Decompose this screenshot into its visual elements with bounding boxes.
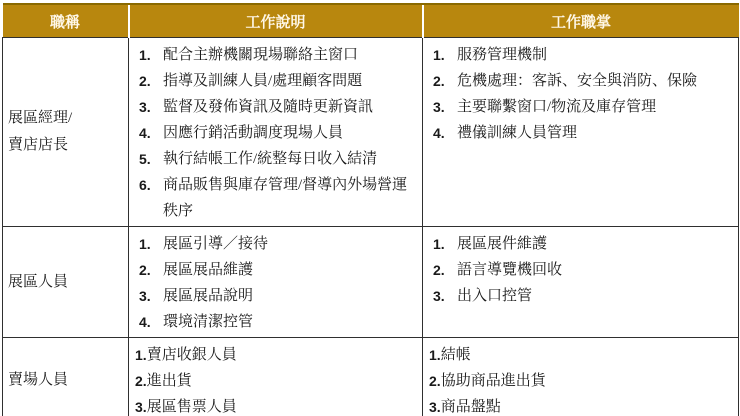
duties-list bbox=[133, 42, 418, 224]
duties-cell bbox=[129, 227, 423, 338]
list-item bbox=[427, 283, 734, 309]
item-number: 1. bbox=[429, 347, 441, 363]
table-body bbox=[3, 38, 739, 416]
table-header bbox=[3, 4, 739, 38]
duties-cell bbox=[129, 38, 423, 227]
table-row bbox=[3, 38, 739, 227]
responsibilities-cell bbox=[423, 338, 739, 416]
responsibilities-cell bbox=[423, 38, 739, 227]
item-number: 3. bbox=[135, 399, 147, 415]
item-text: 指導及訓練人員/處理顧客問題 bbox=[163, 73, 363, 89]
item-text: 結帳 bbox=[440, 347, 471, 363]
item-text: 進出貨 bbox=[146, 373, 192, 389]
list-item bbox=[427, 68, 734, 94]
item-number: 4. bbox=[139, 314, 151, 330]
item-text: 因應行銷活動調度現場人員 bbox=[163, 125, 344, 141]
item-text: 展區展件維護 bbox=[457, 236, 548, 252]
responsibilities-cell bbox=[423, 227, 739, 338]
list-item bbox=[133, 42, 418, 68]
responsibilities-list bbox=[427, 342, 734, 416]
table-row bbox=[3, 338, 739, 416]
item-text: 商品販售與庫存管理/督導內外場營運秩序 bbox=[163, 177, 408, 219]
item-number: 1. bbox=[433, 47, 445, 63]
item-text: 主要聯繫窗口/物流及庫存管理 bbox=[457, 99, 657, 115]
list-item bbox=[133, 342, 418, 368]
list-item bbox=[133, 257, 418, 283]
duties-list bbox=[133, 231, 418, 335]
item-number: 2. bbox=[139, 73, 151, 89]
item-text: 展區引導／接待 bbox=[163, 236, 269, 252]
item-text: 出入口控管 bbox=[457, 288, 533, 304]
list-item bbox=[133, 172, 418, 224]
item-number: 5. bbox=[139, 151, 151, 167]
list-item bbox=[133, 309, 418, 335]
header-job-responsibilities: 工作職掌 bbox=[423, 4, 739, 38]
item-number: 2. bbox=[433, 262, 445, 278]
header-row bbox=[3, 4, 739, 38]
job-title-line: 展區人員 bbox=[8, 273, 69, 290]
item-number: 3. bbox=[139, 99, 151, 115]
item-text: 展區售票人員 bbox=[146, 399, 237, 415]
item-number: 3. bbox=[139, 288, 151, 304]
list-item bbox=[427, 257, 734, 283]
list-item bbox=[133, 368, 418, 394]
item-number: 3. bbox=[433, 99, 445, 115]
item-text: 商品盤點 bbox=[440, 399, 501, 415]
item-number: 1. bbox=[139, 47, 151, 63]
list-item bbox=[427, 42, 734, 68]
list-item bbox=[427, 231, 734, 257]
list-item bbox=[427, 394, 734, 416]
responsibilities-list bbox=[427, 42, 734, 146]
item-text: 語言導覽機回收 bbox=[457, 262, 563, 278]
item-text: 展區展品維護 bbox=[163, 262, 254, 278]
job-title-cell bbox=[3, 227, 129, 338]
item-text: 禮儀訓練人員管理 bbox=[457, 125, 578, 141]
list-item bbox=[133, 68, 418, 94]
item-number: 2. bbox=[135, 373, 147, 389]
item-number: 6. bbox=[139, 177, 151, 193]
header-job-description: 工作說明 bbox=[129, 4, 423, 38]
job-duties-table bbox=[2, 3, 739, 416]
item-text: 賣店收銀人員 bbox=[146, 347, 237, 363]
list-item bbox=[133, 231, 418, 257]
job-title-cell bbox=[3, 38, 129, 227]
list-item bbox=[133, 394, 418, 416]
item-number: 1. bbox=[433, 236, 445, 252]
list-item bbox=[427, 120, 734, 146]
item-text: 展區展品說明 bbox=[163, 288, 254, 304]
list-item bbox=[427, 342, 734, 368]
item-text: 監督及發佈資訊及隨時更新資訊 bbox=[163, 99, 374, 115]
list-item bbox=[133, 120, 418, 146]
item-number: 2. bbox=[433, 73, 445, 89]
item-number: 3. bbox=[433, 288, 445, 304]
item-number: 2. bbox=[429, 373, 441, 389]
list-item bbox=[133, 283, 418, 309]
item-number: 3. bbox=[429, 399, 441, 415]
duties-list bbox=[133, 342, 418, 416]
list-item bbox=[427, 94, 734, 120]
item-number: 4. bbox=[433, 125, 445, 141]
item-text: 服務管理機制 bbox=[457, 47, 548, 63]
item-number: 1. bbox=[135, 347, 147, 363]
job-title-line: 賣店店長 bbox=[8, 137, 69, 153]
job-title-line: 賣場人員 bbox=[8, 371, 69, 388]
item-number: 4. bbox=[139, 125, 151, 141]
job-title-cell bbox=[3, 338, 129, 416]
responsibilities-list bbox=[427, 231, 734, 309]
duties-cell bbox=[129, 338, 423, 416]
header-job-title: 職稱 bbox=[3, 4, 129, 38]
item-text: 配合主辦機關現場聯絡主窗口 bbox=[163, 47, 359, 63]
list-item bbox=[133, 146, 418, 172]
list-item bbox=[133, 94, 418, 120]
item-number: 1. bbox=[139, 236, 151, 252]
list-item bbox=[427, 368, 734, 394]
item-number: 2. bbox=[139, 262, 151, 278]
job-title-line: 展區經理/ bbox=[8, 110, 73, 126]
item-text: 執行結帳工作/統整每日收入結清 bbox=[163, 151, 378, 167]
item-text: 環境清潔控管 bbox=[163, 314, 254, 330]
item-text: 危機處理：客訴、安全與消防、保險 bbox=[457, 73, 698, 89]
table-row bbox=[3, 227, 739, 338]
item-text: 協助商品進出貨 bbox=[440, 373, 546, 389]
